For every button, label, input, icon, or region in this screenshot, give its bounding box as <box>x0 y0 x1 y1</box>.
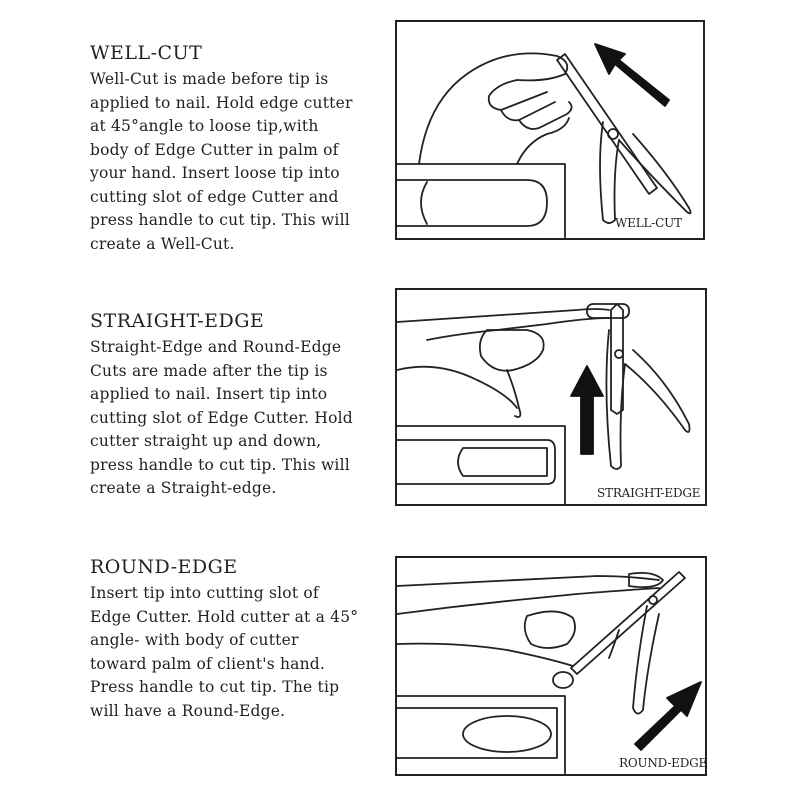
finger-outline <box>397 576 659 586</box>
cutter-handle <box>633 606 659 714</box>
cutter-body <box>571 572 685 674</box>
palm-outline <box>517 118 569 164</box>
straight-edge-line: Cuts are made after the tip is <box>90 361 328 380</box>
well-cut-heading: WELL-CUT <box>90 42 203 64</box>
fist-outline <box>525 611 575 648</box>
nail-tip <box>458 448 547 476</box>
cutter-pivot <box>615 350 623 358</box>
straight-edge-line: cutting slot of Edge Cutter. Hold <box>90 408 353 427</box>
well-cut-line: cutting slot of edge Cutter and <box>90 187 339 206</box>
well-cut-line: Well-Cut is made before tip is <box>90 70 329 88</box>
round-edge-line: angle- with body of cutter <box>90 631 299 649</box>
round-edge-caption: ROUND-EDGE <box>619 756 708 770</box>
well-cut-line: applied to nail. Hold edge cutter <box>90 93 353 112</box>
straight-edge-heading: STRAIGHT-EDGE <box>90 310 265 332</box>
hand-outline <box>419 53 567 164</box>
up-arrow-icon <box>571 366 603 454</box>
nail-inset-frame <box>397 426 565 504</box>
round-edge-line: Edge Cutter. Hold cutter at a 45° <box>90 607 359 626</box>
round-edge-text <box>90 556 390 723</box>
round-edge-line: Press handle to cut tip. The tip <box>90 678 340 696</box>
thumb-outline <box>507 370 520 417</box>
thumb-tip <box>553 672 573 688</box>
cutter-body <box>557 54 657 194</box>
nail-outline <box>397 440 555 484</box>
finger-outline <box>489 80 547 110</box>
nail-cuticle <box>421 182 427 224</box>
round-edge-heading: ROUND-EDGE <box>90 556 238 578</box>
well-cut-line: at 45°angle to loose tip,with <box>90 117 319 135</box>
finger-outline <box>501 102 555 120</box>
well-cut-line: body of Edge Cutter in palm of <box>90 140 339 159</box>
round-edge-line: toward palm of client's hand. <box>90 654 326 673</box>
round-edge-line: will have a Round-Edge. <box>90 701 286 720</box>
round-edge-illustration <box>395 556 707 776</box>
straight-edge-line: cutter straight up and down, <box>90 432 322 450</box>
straight-edge-caption: STRAIGHT-EDGE <box>597 486 701 500</box>
nail-outline <box>397 180 547 226</box>
finger-outline <box>397 588 659 614</box>
well-cut-line: your hand. Insert loose tip into <box>90 164 340 182</box>
straight-edge-illustration <box>395 288 707 506</box>
finger-outline <box>427 318 609 340</box>
cutter-pivot <box>649 596 657 604</box>
nail-tip-round <box>463 716 551 752</box>
well-cut-caption: WELL-CUT <box>615 216 682 230</box>
straight-edge-line: applied to nail. Insert tip into <box>90 385 328 403</box>
well-cut-illustration <box>395 20 705 240</box>
nail-outline <box>397 708 557 758</box>
cutter-handle <box>619 134 691 213</box>
straight-edge-line: create a Straight-edge. <box>90 479 277 497</box>
cutter-pivot <box>608 129 618 139</box>
round-edge-line: Insert tip into cutting slot of <box>90 584 319 602</box>
straight-edge-text <box>90 310 390 501</box>
cutter-handle <box>625 350 690 432</box>
well-cut-text <box>90 42 390 256</box>
well-cut-line: create a Well-Cut. <box>90 234 235 253</box>
fist-outline <box>480 330 544 371</box>
direction-arrow-icon <box>595 44 669 106</box>
straight-edge-line: press handle to cut tip. This will <box>90 455 350 474</box>
hand-outline <box>397 367 517 408</box>
straight-edge-line: Straight-Edge and Round-Edge <box>90 338 342 356</box>
well-cut-line: press handle to cut tip. This will <box>90 211 350 229</box>
hand-outline <box>397 644 573 666</box>
